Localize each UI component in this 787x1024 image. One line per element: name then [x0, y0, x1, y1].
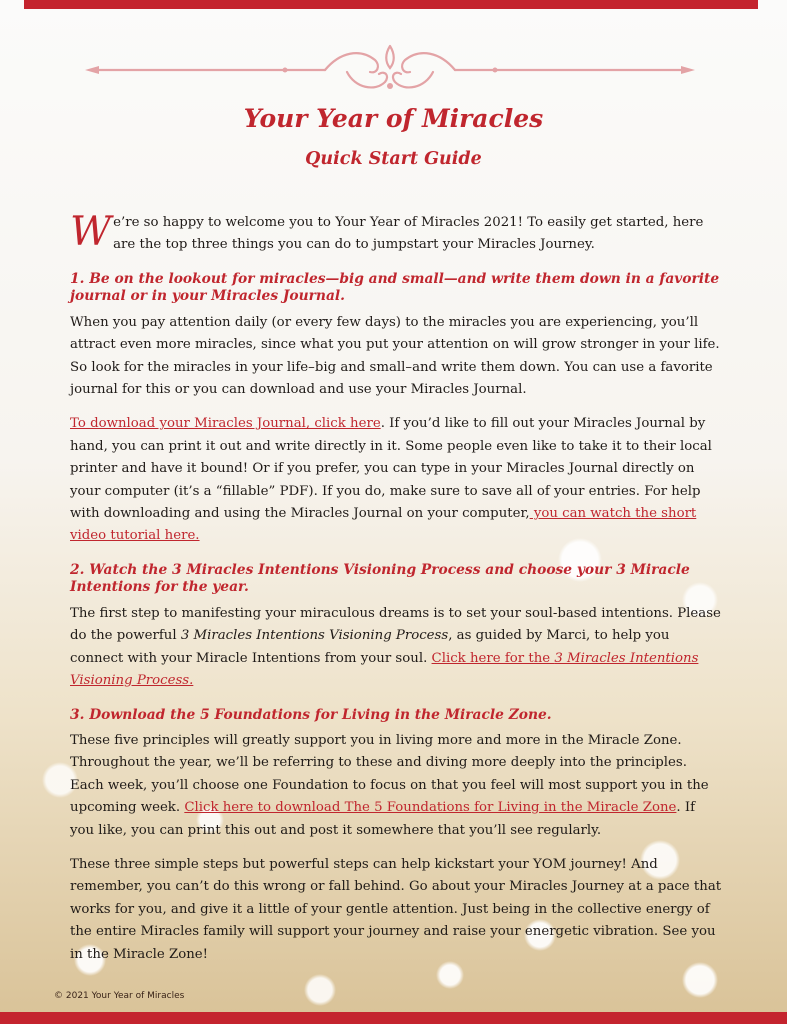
section-2-heading: 2. Watch the 3 Miracles Intentions Visioning Process and choose your 3 Miracle Intentions for the year.	[70, 561, 690, 596]
copyright-footer: © 2021 Your Year of Miracles	[54, 991, 185, 1001]
section-2-text-b: , as guided by Marci, to help you connect with your Miracle Intentions from your soul.	[70, 628, 670, 666]
section-3-text-b: . If you like, you can print this out and post it somewhere that you’ll see regularly.	[70, 800, 696, 838]
section-1-heading: 1. Be on the lookout for miracles—big and small—and write them down in a favorite journal or in your Miracles Journal.	[70, 270, 720, 305]
visioning-link-text: Click here for the	[431, 650, 555, 666]
section-3-body	[70, 730, 722, 842]
foundations-download-link[interactable]: Click here to download The 5 Foundations for Living in the Miracle Zone	[184, 800, 677, 816]
section-2-body	[70, 603, 722, 693]
intro-paragraph	[70, 209, 722, 257]
dropcap-letter: W	[70, 209, 112, 255]
section-1-body: When you pay attention daily (or every few days) to the miracles you are experiencing, you’ll attract even more miracles, since what you put your attention on will grow stronger in your life. So look for the miracles in your life–big and small–and write them down. You can use a favorite journal for this or you can download and use your Miracles Journal.	[70, 314, 720, 398]
section-2-text-a: The first step to manifesting your miraculous dreams is to set your soul-based intentions. Please do the powerful	[70, 605, 721, 644]
closing-paragraph: These three simple steps but powerful steps can help kickstart your YOM journey! And remember, you can’t do this wrong or fall behind. Go about your Miracles Journey at a pace that works for you, and give it a little of your gentle attention. Just being in the collective energy of the entire Miracles family will support your journey and raise your energetic vibration. See you in the Miracle Zone!	[70, 857, 722, 962]
main-content	[70, 209, 722, 966]
top-border-bar	[24, 0, 758, 9]
section-2-process-name: 3 Miracles Intentions Visioning Process	[180, 628, 449, 644]
decorative-flourish-icon	[85, 42, 695, 98]
section-1-download-text: . If you’d like to fill out your Miracles Journal by hand, you can print it out and write directly in it. Some people even like to take it to their local printer and have it bound! Or if you prefer, you can type in your Miracles Journal directly on your computer (it’s a “fillable” PDF). If you do, make sure to save all of your entries. For help with downloading and using the Miracles Journal on your computer,	[70, 416, 712, 522]
download-journal-link[interactable]: To download your Miracles Journal, click here	[70, 416, 381, 432]
section-3-text-a: These five principles will greatly support you in living more and more in the Miracle Zone. Throughout the year, we’ll be referring to these and diving more deeply into the principles. Each week, you’ll choose one Foundation to focus on that you feel will most support you in the upcoming week.	[70, 733, 709, 816]
page-title: Your Year of Miracles	[243, 104, 544, 133]
bottom-border-bar	[0, 1012, 787, 1024]
section-3-heading: 3. Download the 5 Foundations for Living in the Miracle Zone.	[70, 706, 552, 723]
section-1-download-paragraph	[70, 413, 722, 547]
intro-text: e’re so happy to welcome you to Your Year of Miracles 2021! To easily get started, here are the top three things you can do to jumpstart your Miracles Journey.	[113, 215, 704, 253]
page-subtitle: Quick Start Guide	[305, 149, 482, 169]
video-tutorial-link[interactable]: you can watch the short video tutorial here.	[70, 506, 697, 544]
visioning-link-emphasis: 3 Miracles Intentions Visioning Process.	[70, 650, 699, 689]
